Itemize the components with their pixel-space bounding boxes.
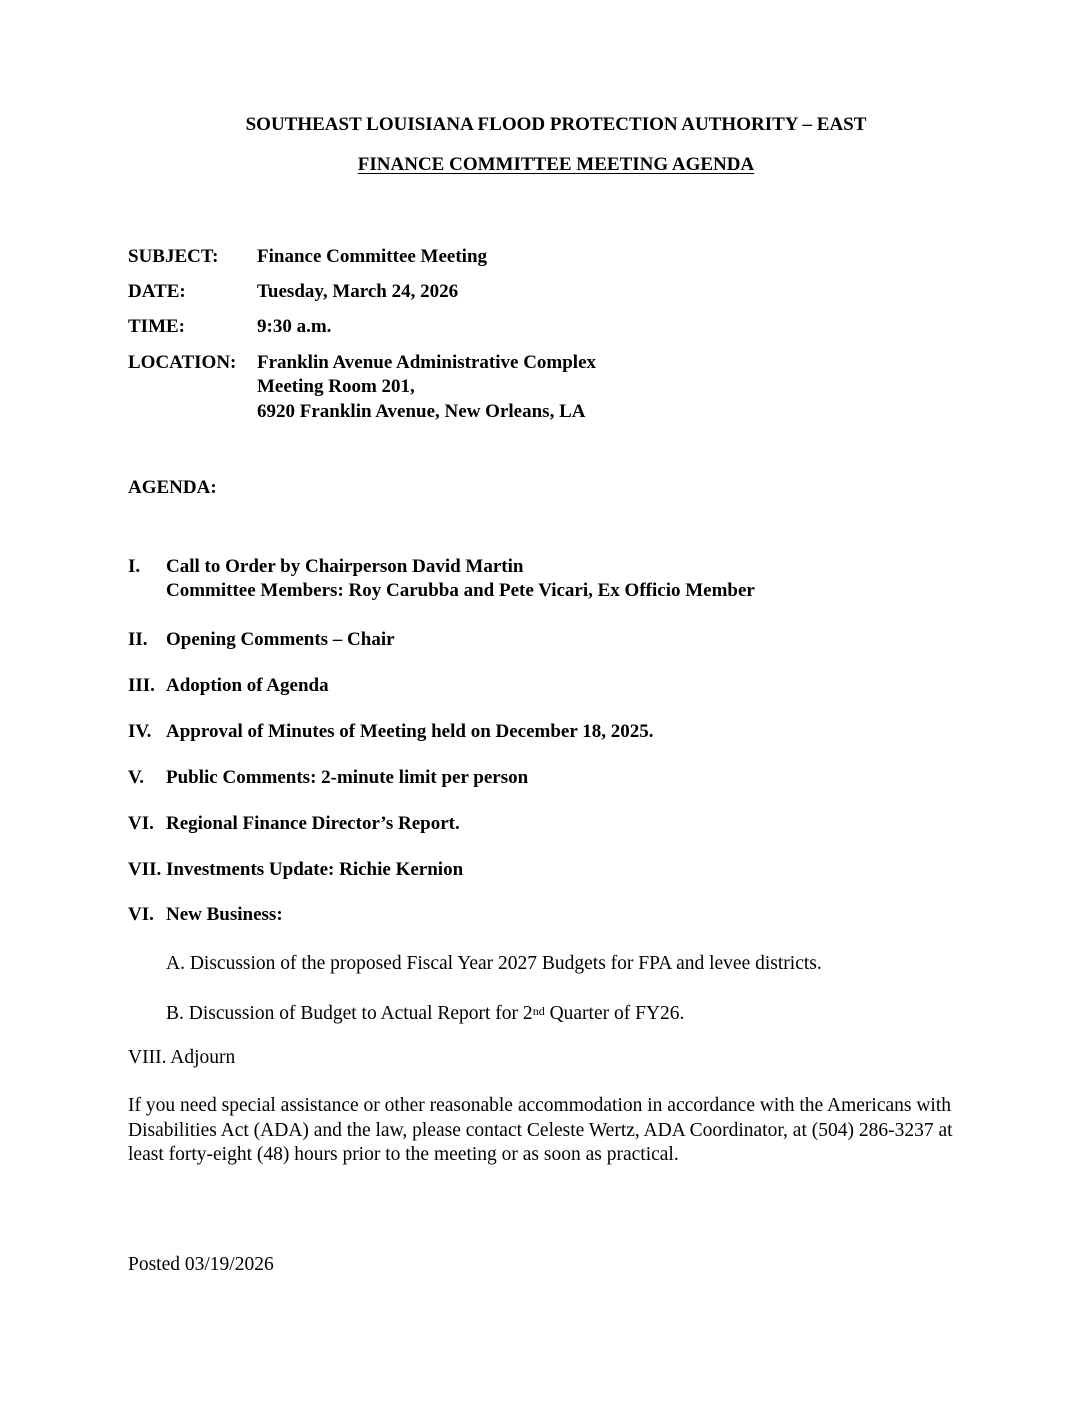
location-line: Franklin Avenue Administrative Complex	[257, 352, 597, 373]
page-title	[0, 154, 1088, 176]
agenda-item-number: V.	[128, 767, 145, 788]
subject-label: SUBJECT:	[128, 246, 219, 267]
agenda-item-text: New Business:	[166, 904, 283, 925]
organization-title: SOUTHEAST LOUISIANA FLOOD PROTECTION AUTHORITY – EAST	[245, 114, 867, 135]
sub-item-b-text-end: Quarter of FY26.	[544, 1003, 685, 1024]
sub-item-b	[166, 1003, 684, 1025]
agenda-item-text: Public Comments: 2-minute limit per person	[166, 767, 529, 788]
agenda-title: FINANCE COMMITTEE MEETING AGENDA	[357, 154, 755, 175]
time-value: 9:30 a.m.	[257, 316, 332, 337]
time-label: TIME:	[128, 316, 185, 337]
agenda-item-text: Adoption of Agenda	[166, 675, 329, 696]
date-value: Tuesday, March 24, 2026	[257, 281, 459, 302]
agenda-item-investments: VII. Investments Update: Richie Kernion	[128, 859, 464, 880]
agenda-item-text: Opening Comments – Chair	[166, 629, 395, 650]
agenda-item-text: Call to Order by Chairperson David Martin	[166, 556, 524, 577]
agenda-item-text: Approval of Minutes of Meeting held on December 18, 2025.	[166, 721, 654, 742]
sub-item-a: A. Discussion of the proposed Fiscal Year 2027 Budgets for FPA and levee districts.	[166, 953, 822, 974]
agenda-item-number: VI.	[128, 904, 154, 925]
date-label: DATE:	[128, 281, 186, 302]
agenda-item-subtext: Committee Members: Roy Carubba and Pete Vicari, Ex Officio Member	[166, 580, 755, 601]
agenda-item-text: Regional Finance Director’s Report.	[166, 813, 460, 834]
agenda-item-number: II.	[128, 629, 148, 650]
agenda-item-number: VI.	[128, 813, 154, 834]
agenda-item-number: I.	[128, 556, 141, 577]
location-line: Meeting Room 201,	[257, 376, 415, 397]
location-label: LOCATION:	[128, 352, 237, 373]
location-line: 6920 Franklin Avenue, New Orleans, LA	[257, 401, 586, 422]
adjourn: VIII. Adjourn	[128, 1047, 236, 1068]
sub-item-b-text: B. Discussion of Budget to Actual Report for 2	[166, 1003, 533, 1024]
agenda-item-number: IV.	[128, 721, 152, 742]
agenda-heading: AGENDA:	[128, 477, 217, 498]
sub-item-b-superscript: nd	[532, 1004, 545, 1018]
ada-notice: If you need special assistance or other reasonable accommodation in accordance with the Americans with Disabilities Act (ADA) and the law, please contact Celeste Wertz, ADA Coordinator, at (504) 286-3237 at least forty-eight (48) hours prior to the meeting or as soon as practical.	[128, 1095, 953, 1165]
subject-value: Finance Committee Meeting	[257, 246, 488, 267]
agenda-item-number: III.	[128, 675, 155, 696]
posted-date: Posted 03/19/2026	[128, 1254, 274, 1275]
